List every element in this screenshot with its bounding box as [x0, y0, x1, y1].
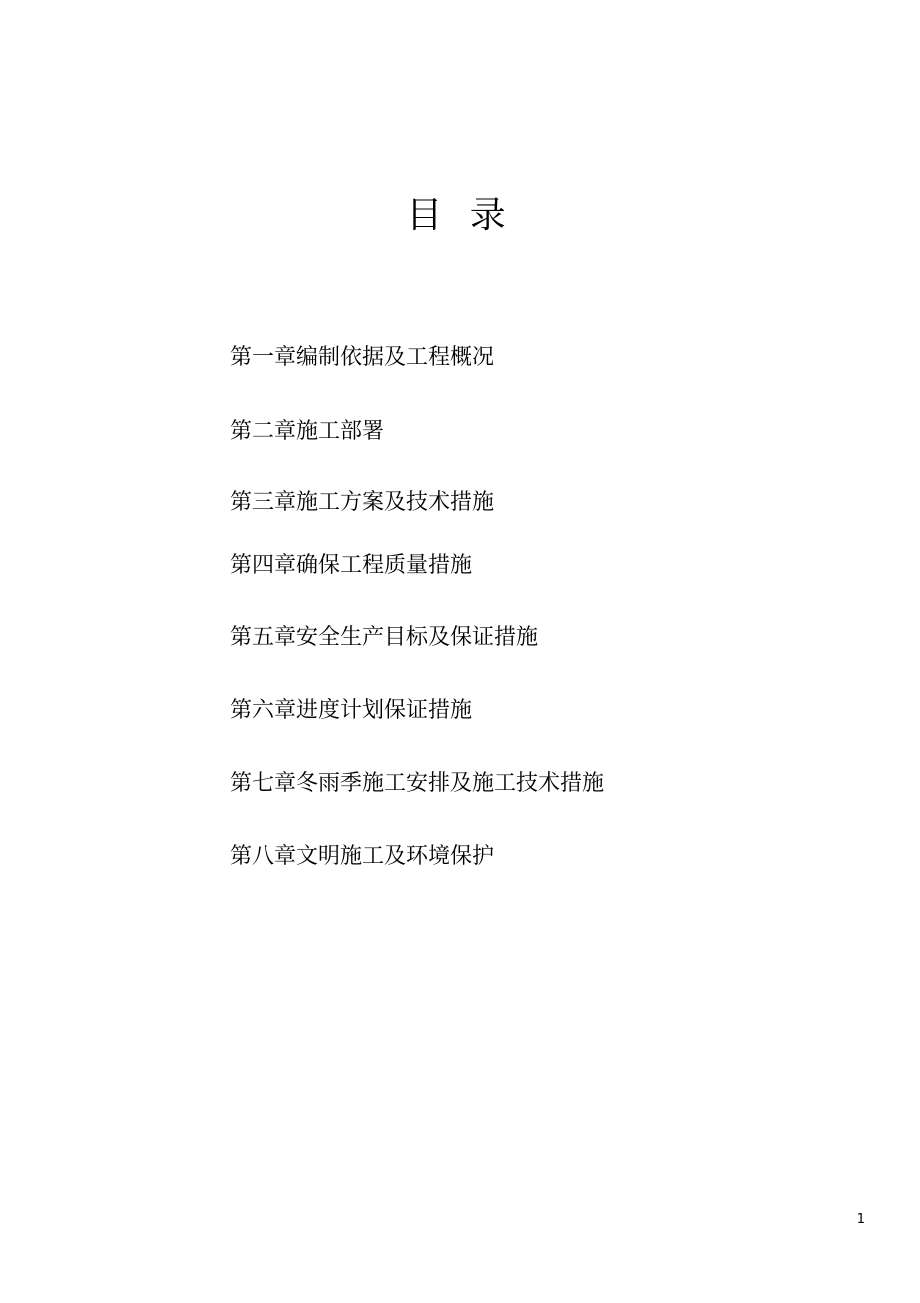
toc-title: 目 录	[406, 195, 514, 236]
toc-entry: 第六章进度计划保证措施	[230, 698, 473, 723]
toc-entry: 第四章确保工程质量措施	[230, 553, 473, 578]
toc-entry: 第七章冬雨季施工安排及施工技术措施	[230, 771, 605, 796]
toc-entry: 第一章编制依据及工程概况	[230, 345, 495, 370]
toc-entry: 第二章施工部署	[230, 419, 385, 444]
page-number: 1	[856, 1212, 865, 1227]
toc-entry: 第三章施工方案及技术措施	[230, 490, 495, 515]
toc-entry: 第八章文明施工及环境保护	[230, 844, 495, 869]
toc-entry: 第五章安全生产目标及保证措施	[230, 625, 539, 650]
